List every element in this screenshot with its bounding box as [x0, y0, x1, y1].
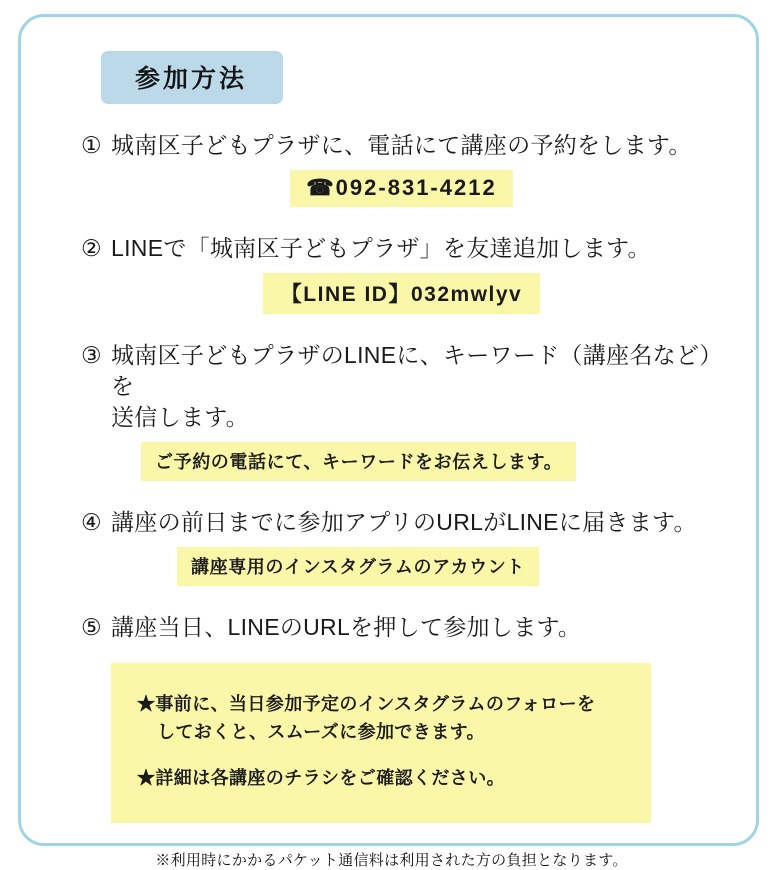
- note-line-1: ★事前に、当日参加予定のインスタグラムのフォローを: [137, 694, 596, 715]
- step-number: ⑤: [81, 614, 102, 641]
- step-line: [81, 612, 722, 643]
- notes-box: [111, 663, 651, 823]
- step-text: [111, 612, 722, 643]
- section-tag: 参加方法: [101, 51, 283, 104]
- step-line: [81, 507, 722, 538]
- highlight-row: [81, 170, 722, 207]
- flyer-content: [81, 39, 722, 870]
- step-line: [81, 130, 722, 161]
- keyword-highlight: ご予約の電話にて、キーワードをお伝えします。: [141, 442, 576, 481]
- phone-highlight: ☎092-831-4212: [290, 170, 512, 207]
- step-text-line1: 講座の前日までに参加アプリのURLがLINEに届きます。: [111, 509, 697, 536]
- line-id-highlight: 【LINE ID】032mwlyv: [263, 273, 540, 314]
- note-line-3: ★詳細は各講座のチラシをご確認ください。: [137, 768, 505, 789]
- step-text: [111, 130, 722, 161]
- step-line: [81, 233, 722, 264]
- step-text: [111, 340, 722, 433]
- step-text-line2: 送信します。: [111, 404, 249, 431]
- step-item-3: [81, 340, 722, 481]
- step-item-2: [81, 233, 722, 314]
- step-item-5: [81, 612, 722, 643]
- step-number: ③: [81, 342, 102, 369]
- footnote: ※利用時にかかるパケット通信料は利用された方の負担となります。: [155, 852, 628, 869]
- highlight-row: [81, 547, 722, 586]
- step-line: [81, 340, 722, 433]
- note-line-2: しておくと、スムーズに参加できます。: [157, 722, 485, 743]
- step-text-line1: LINEで「城南区子どもプラザ」を友達追加します。: [111, 235, 651, 262]
- highlight-row: [81, 273, 722, 314]
- step-item-1: [81, 130, 722, 207]
- step-number: ②: [81, 235, 102, 262]
- step-number: ①: [81, 132, 102, 158]
- step-text-line1: 講座当日、LINEのURLを押して参加します。: [111, 614, 582, 641]
- step-number: ④: [81, 509, 102, 536]
- highlight-row: [81, 442, 722, 481]
- step-text: [111, 507, 722, 538]
- step-item-4: [81, 507, 722, 586]
- step-text-line1: 城南区子どもプラザに、電話にて講座の予約をします。: [111, 132, 692, 158]
- step-text-line1: 城南区子どもプラザのLINEに、キーワード（講座名など）を: [111, 342, 712, 400]
- instagram-account-highlight: 講座専用のインスタグラムのアカウント: [177, 547, 539, 586]
- step-text: [111, 233, 722, 264]
- flyer-card: [18, 14, 759, 869]
